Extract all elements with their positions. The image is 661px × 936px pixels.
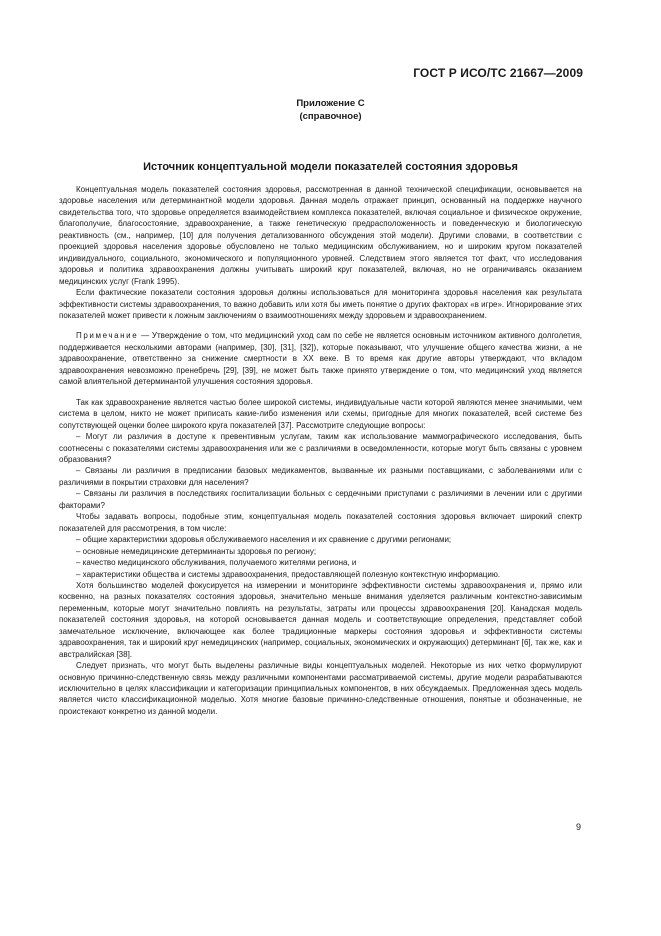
paragraph: Если фактические показатели состояния здоровья должны использоваться для мониторинга здоровья населения как результата эффективности системы здравоохранения, то важно добавить или хотя бы иметь понятие о других факторах «в игре». Игнорирование этих показателей может привести к ложным заключениям о взаимоотношениях между здоровьем и здравоохранением. [59,288,582,320]
question-item: – Связаны ли различия в предписании базовых медикаментов, вызванные их разными поставщиками, с заболеваниями или с различиями в покрытии страховки для населения? [59,466,582,487]
body-text [59,184,582,717]
note-label: Примечание [76,331,139,341]
paragraph: Так как здравоохранение является частью более широкой системы, индивидуальные части которой являются менее значимыми, чем система в целом, никто не может приписать какие-либо изменения или схемы, пригодные для многих показателей, всей системе без сопутствующей оценки более широкого круга показателей [37]. Рассмотрите следующие вопросы: [59,397,582,430]
section-title: Источник концептуальной модели показателей состояния здоровья [143,161,518,173]
note-text: — Утверждение о том, что медицинский уход сам по себе не является основным источником активного долголетия, поддерживается несколькими авторами (например, [30], [31], [32]), которые показывают, что улучшение общего качества жизни, а не здравоохранение, ответственно за снижение смертности в XX веке. В то время как другие авторы утверждают, что вкладом здравоохранения невозможно пренебречь [29], [39], не может быть также принято утверждение о том, что медицинский уход является самой влиятельной детерминантой улучшения состояния здоровья. [59,331,582,387]
list-item: – общие характеристики здоровья обслуживаемого населения и их сравнение с другими регионами; [76,535,452,545]
paragraph: Чтобы задавать вопросы, подобные этим, концептуальная модель показателей состояния здоровья включает широкий спектр показателей для рассмотрения, в том числе: [59,512,582,533]
paragraph: Хотя большинство моделей фокусируется на измерении и мониторинге эффективности системы здравоохранения и, прямо или косвенно, на разных показателях состояния здоровья, значительно меньше внимания уделяется различным контекстно-зависимым переменным, которые могут значительно повлиять на результаты, затраты или процессы здравоохранения [20]. Канадская модель показателей состояния здоровья, на которой основывается данная модель и соответствующие определения, представляет собой замечательное исключение, включающее как более традиционные маркеры состояния здоровья и эффективности системы здравоохранения, так и широкий круг немедицинских (например, социальных, экономических и окружающих) детерминант [6], так же, как и австралийская [38]. [59,580,582,659]
question-item: – Связаны ли различия в последствиях госпитализации больных с сердечными приступами с различиями в лечении или с другими факторами? [59,489,582,510]
standard-header: ГОСТ Р ИСО/ТС 21667—2009 [413,66,583,80]
list-item: – характеристики общества и системы здравоохранения, предоставляющей полезную контекстную информацию. [76,569,501,579]
appendix-heading [0,97,661,123]
paragraph: Концептуальная модель показателей состояния здоровья, рассмотренная в данной технической спецификации, основывается на здоровье населения или детерминантной модели здоровья. Данная модель отражает принцип, основанный на поддержке научного свидетельства того, что здоровье определяется взаимодействием комплекса показателей, включая социальное и физическое окружение, благополучие, благосостояние, здравоохранение, а также генетическую предрасположенность и поведенческую и биологическую реактивность (см., например, [10] для получения детализованного обсуждения этой модели). Другими словами, в соответствии с проекцией здоровья населения здоровье обусловлено не только медицинским обслуживанием, но и широким кругом показателей индивидуального, социального, экономического и популяционного уровней. Следствием этого является тот факт, что исследования здоровья и политика здравоохранения должны учитывать широкий круг показателей, включая, но не ограничиваясь оказанием медицинских услуг (Frank 1995). [59,185,582,286]
appendix-label: Приложение С [296,98,365,109]
question-item: – Могут ли различия в доступе к превентивным услугам, таким как использование маммографического исследования, быть соотнесены с показателями системы здравоохранения или же с различиями в осведомленности, которые могут быть связаны с уровнем образования? [59,432,582,464]
page-number: 9 [575,822,581,832]
list-item: – качество медицинского обслуживания, получаемого жителями региона, и [76,558,357,568]
appendix-type: (справочное) [299,111,362,122]
paragraph: Следует признать, что могут быть выделены различные виды концептуальных моделей. Некоторые из них четко формулируют основную причинно-следственную связь между различными компонентами рассматриваемой системы, другие модели разрабатываются исключительно в целях классификации и категоризации принципиальных компонентов, в них обсуждаемых. Предложенная здесь модель является чисто классификационной моделью. Хотя многие базовые причинно-следственные отношения, понятые и обозначенные, не проистекают конкретно из данной модели. [59,661,582,716]
note-paragraph [59,330,582,387]
list-item: – основные немедицинские детерминанты здоровья по региону; [76,546,317,556]
